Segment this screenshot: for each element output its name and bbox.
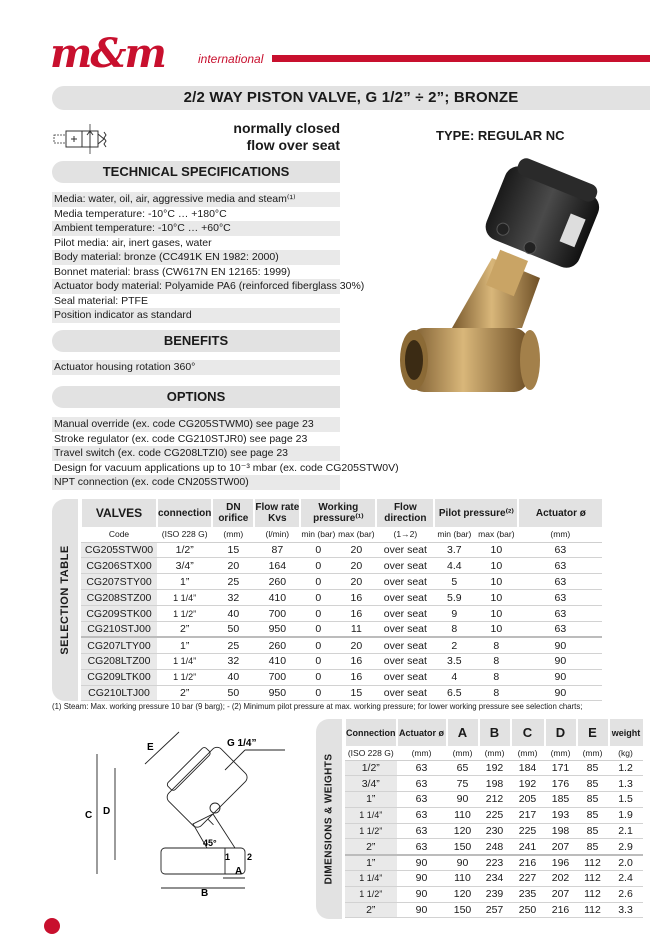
table-cell: 171 bbox=[545, 760, 577, 776]
col-flow-rate: Flow rate Kvs bbox=[254, 499, 300, 527]
spec-item: Actuator body material: Polyamide PA6 (reinforced fiberglass 30%) bbox=[54, 280, 365, 292]
table-cell: 2” bbox=[157, 621, 212, 637]
table-row bbox=[81, 653, 602, 669]
table-cell: 0 bbox=[300, 590, 336, 606]
table-cell: 2” bbox=[157, 685, 212, 701]
table-cell: 16 bbox=[336, 590, 376, 606]
table-cell: 110 bbox=[447, 871, 479, 887]
table-row bbox=[345, 792, 643, 808]
unit-pp-min: min (bar) bbox=[434, 527, 474, 542]
table-cell: 75 bbox=[447, 776, 479, 792]
table-cell: 20 bbox=[336, 574, 376, 590]
table-cell: 112 bbox=[577, 902, 609, 918]
table-cell: 8 bbox=[474, 653, 518, 669]
table-cell: 63 bbox=[397, 823, 447, 839]
dim-col-a: A bbox=[447, 719, 479, 746]
table-cell: 20 bbox=[336, 558, 376, 574]
table-cell: 85 bbox=[577, 839, 609, 855]
table-cell: 0 bbox=[300, 574, 336, 590]
valve-product-image bbox=[392, 158, 622, 420]
dim-connection: 1 1/4” bbox=[345, 807, 397, 823]
table-cell: 90 bbox=[397, 886, 447, 902]
table-cell: 20 bbox=[336, 542, 376, 558]
table-cell: 257 bbox=[479, 902, 511, 918]
benefits-list bbox=[52, 360, 340, 375]
table-cell: 90 bbox=[397, 871, 447, 887]
unit-actuator: (mm) bbox=[518, 527, 602, 542]
table-cell: 90 bbox=[518, 637, 602, 653]
table-cell: 4.4 bbox=[434, 558, 474, 574]
table-cell: 63 bbox=[518, 606, 602, 622]
table-cell: 63 bbox=[397, 776, 447, 792]
table-cell: over seat bbox=[376, 606, 434, 622]
dim-col-e: E bbox=[577, 719, 609, 746]
unit-flow-direction: (1→2) bbox=[376, 527, 434, 542]
table-row bbox=[81, 606, 602, 622]
table-cell: 2.4 bbox=[609, 871, 643, 887]
drawing-label-angle: 45° bbox=[203, 838, 217, 848]
brand-logo bbox=[50, 30, 280, 77]
table-cell: 20 bbox=[336, 637, 376, 653]
table-row bbox=[345, 871, 643, 887]
table-cell: 212 bbox=[479, 792, 511, 808]
table-cell: 8 bbox=[434, 621, 474, 637]
table-cell: over seat bbox=[376, 542, 434, 558]
table-cell: 217 bbox=[511, 807, 545, 823]
table-cell: 248 bbox=[479, 839, 511, 855]
table-cell: 90 bbox=[397, 855, 447, 871]
dim-unit: (kg) bbox=[609, 746, 643, 760]
table-cell: 150 bbox=[447, 902, 479, 918]
drawing-label-port-2: 2 bbox=[247, 852, 253, 862]
table-cell: 85 bbox=[577, 807, 609, 823]
table-cell: 10 bbox=[474, 574, 518, 590]
valve-code: CG207STY00 bbox=[81, 574, 157, 590]
table-cell: 10 bbox=[474, 606, 518, 622]
valve-code: CG205STW00 bbox=[81, 542, 157, 558]
table-cell: 0 bbox=[300, 606, 336, 622]
spec-item: Media temperature: -10°C … +180°C bbox=[52, 207, 340, 222]
col-actuator: Actuator ø bbox=[518, 499, 602, 527]
table-cell: 235 bbox=[511, 886, 545, 902]
dim-connection: 3/4” bbox=[345, 776, 397, 792]
col-dn: DN orifice bbox=[212, 499, 254, 527]
dimensions-label bbox=[316, 719, 342, 919]
table-row bbox=[345, 902, 643, 918]
table-cell: 216 bbox=[511, 855, 545, 871]
table-cell: 198 bbox=[479, 776, 511, 792]
valve-code: CG210LTJ00 bbox=[81, 685, 157, 701]
table-cell: 110 bbox=[447, 807, 479, 823]
table-cell: 216 bbox=[545, 902, 577, 918]
table-cell: 410 bbox=[254, 590, 300, 606]
spec-item: Seal material: PTFE bbox=[52, 294, 340, 309]
table-row bbox=[345, 839, 643, 855]
table-cell: 192 bbox=[511, 776, 545, 792]
table-cell: 85 bbox=[577, 776, 609, 792]
table-cell: 1.9 bbox=[609, 807, 643, 823]
table-cell: 50 bbox=[212, 685, 254, 701]
selection-table bbox=[80, 499, 602, 701]
table-cell: 150 bbox=[447, 839, 479, 855]
dim-unit: (mm) bbox=[479, 746, 511, 760]
table-cell: 8 bbox=[474, 685, 518, 701]
table-cell: 0 bbox=[300, 653, 336, 669]
dim-unit: (mm) bbox=[545, 746, 577, 760]
col-pilot-pressure: Pilot pressure⁽²⁾ bbox=[434, 499, 518, 527]
table-cell: 2 bbox=[434, 637, 474, 653]
table-cell: 207 bbox=[545, 886, 577, 902]
table-cell: 63 bbox=[397, 807, 447, 823]
table-cell: 63 bbox=[518, 590, 602, 606]
table-cell: 112 bbox=[577, 886, 609, 902]
table-cell: 25 bbox=[212, 574, 254, 590]
table-row bbox=[81, 621, 602, 637]
table-cell: 164 bbox=[254, 558, 300, 574]
table-row bbox=[345, 760, 643, 776]
spec-item: Position indicator as standard bbox=[52, 308, 340, 323]
unit-connection: (ISO 228 G) bbox=[157, 527, 212, 542]
table-cell: over seat bbox=[376, 685, 434, 701]
table-cell: 10 bbox=[474, 621, 518, 637]
valve-code: CG209LTK00 bbox=[81, 669, 157, 685]
valve-type: TYPE: REGULAR NC bbox=[436, 128, 565, 143]
table-row bbox=[345, 855, 643, 871]
table-cell: 5 bbox=[434, 574, 474, 590]
table-cell: 223 bbox=[479, 855, 511, 871]
selection-table-note: (1) Steam: Max. working pressure 10 bar (9 barg); - (2) Minimum pilot pressure at max. working pressure; for lower working pressure see selection charts; bbox=[52, 702, 583, 711]
table-row bbox=[81, 542, 602, 558]
table-cell: 11 bbox=[336, 621, 376, 637]
selection-table-section bbox=[52, 499, 650, 701]
valve-function bbox=[180, 120, 340, 154]
table-cell: 260 bbox=[254, 637, 300, 653]
table-cell: 2.6 bbox=[609, 886, 643, 902]
dimensions-section bbox=[316, 719, 650, 919]
options-heading: OPTIONS bbox=[52, 386, 340, 408]
dim-col-d: D bbox=[545, 719, 577, 746]
table-cell: 6.5 bbox=[434, 685, 474, 701]
table-cell: 5.9 bbox=[434, 590, 474, 606]
unit-wp-max: max (bar) bbox=[336, 527, 376, 542]
dimension-drawing bbox=[75, 728, 297, 898]
table-cell: 1/2” bbox=[157, 542, 212, 558]
table-cell: 1 1/4” bbox=[157, 653, 212, 669]
dimensions-table-body bbox=[345, 760, 643, 918]
table-cell: 15 bbox=[212, 542, 254, 558]
drawing-label-d: D bbox=[103, 806, 111, 817]
table-cell: over seat bbox=[376, 621, 434, 637]
unit-code: Code bbox=[81, 527, 157, 542]
spec-item: Bonnet material: brass (CW617N EN 12165: 1999) bbox=[52, 265, 340, 280]
table-row bbox=[81, 685, 602, 701]
drawing-label-c: C bbox=[85, 810, 93, 821]
table-cell: 40 bbox=[212, 606, 254, 622]
unit-pp-max: max (bar) bbox=[474, 527, 518, 542]
table-cell: 63 bbox=[518, 621, 602, 637]
table-cell: 410 bbox=[254, 653, 300, 669]
table-cell: 10 bbox=[474, 590, 518, 606]
selection-table-body bbox=[81, 542, 602, 701]
table-cell: 112 bbox=[577, 855, 609, 871]
table-cell: 63 bbox=[518, 558, 602, 574]
table-cell: 227 bbox=[511, 871, 545, 887]
table-cell: 63 bbox=[518, 574, 602, 590]
dim-col-actuator: Actuator ø bbox=[397, 719, 447, 746]
dimensions-title: DIMENSIONS & WEIGHTS bbox=[323, 753, 335, 885]
table-cell: 1 1/2” bbox=[157, 669, 212, 685]
spec-item: Pilot media: air, inert gases, water bbox=[52, 236, 340, 251]
table-cell: over seat bbox=[376, 590, 434, 606]
drawing-label-e: E bbox=[147, 742, 154, 753]
title-bar bbox=[52, 86, 650, 110]
table-cell: 32 bbox=[212, 653, 254, 669]
dim-connection: 1 1/2” bbox=[345, 823, 397, 839]
table-cell: 10 bbox=[474, 558, 518, 574]
col-working-pressure: Working pressure⁽¹⁾ bbox=[300, 499, 376, 527]
table-cell: 1” bbox=[157, 637, 212, 653]
table-cell: 239 bbox=[479, 886, 511, 902]
table-cell: 184 bbox=[511, 760, 545, 776]
table-row bbox=[345, 807, 643, 823]
valve-code: CG209STK00 bbox=[81, 606, 157, 622]
drawing-label-a: A bbox=[235, 866, 243, 877]
dim-col-c: C bbox=[511, 719, 545, 746]
table-row bbox=[345, 823, 643, 839]
table-cell: 90 bbox=[518, 685, 602, 701]
dim-unit: (mm) bbox=[511, 746, 545, 760]
table-cell: 2.0 bbox=[609, 855, 643, 871]
page-title: 2/2 WAY PISTON VALVE, G 1/2” ÷ 2”; BRONZE bbox=[183, 89, 519, 106]
header-red-bar bbox=[272, 55, 650, 62]
table-cell: 10 bbox=[474, 542, 518, 558]
function-line-1: normally closed bbox=[233, 120, 340, 136]
table-cell: 32 bbox=[212, 590, 254, 606]
table-row bbox=[81, 669, 602, 685]
table-cell: 225 bbox=[479, 807, 511, 823]
spec-item: Body material: bronze (CC491K EN 1982: 2000) bbox=[52, 250, 340, 265]
option-item: Travel switch (ex. code CG208LTZI0) see page 23 bbox=[52, 446, 340, 461]
table-cell: 192 bbox=[479, 760, 511, 776]
table-cell: over seat bbox=[376, 637, 434, 653]
table-row bbox=[345, 776, 643, 792]
table-cell: 0 bbox=[300, 542, 336, 558]
table-cell: 2.1 bbox=[609, 823, 643, 839]
dim-connection: 1/2” bbox=[345, 760, 397, 776]
dimensions-table bbox=[344, 719, 643, 918]
valve-code: CG208STZ00 bbox=[81, 590, 157, 606]
drawing-label-b: B bbox=[201, 888, 209, 899]
table-cell: 63 bbox=[397, 760, 447, 776]
table-cell: 260 bbox=[254, 574, 300, 590]
table-cell: 1.2 bbox=[609, 760, 643, 776]
drawing-label-port-1: 1 bbox=[225, 852, 231, 862]
valve-code: CG208LTZ00 bbox=[81, 653, 157, 669]
table-cell: 16 bbox=[336, 653, 376, 669]
benefits-heading: BENEFITS bbox=[52, 330, 340, 352]
table-cell: 63 bbox=[518, 542, 602, 558]
unit-flow-rate: (l/min) bbox=[254, 527, 300, 542]
table-cell: 3/4” bbox=[157, 558, 212, 574]
table-cell: 1” bbox=[157, 574, 212, 590]
table-cell: 0 bbox=[300, 621, 336, 637]
table-cell: 176 bbox=[545, 776, 577, 792]
table-cell: 87 bbox=[254, 542, 300, 558]
table-cell: over seat bbox=[376, 574, 434, 590]
function-line-2: flow over seat bbox=[246, 137, 340, 153]
table-cell: 230 bbox=[479, 823, 511, 839]
table-cell: 90 bbox=[518, 669, 602, 685]
table-cell: 90 bbox=[447, 792, 479, 808]
table-cell: 16 bbox=[336, 669, 376, 685]
tech-specs-list bbox=[52, 192, 365, 323]
table-cell: 241 bbox=[511, 839, 545, 855]
col-connection: connection bbox=[157, 499, 212, 527]
valve-code: CG207LTY00 bbox=[81, 637, 157, 653]
dim-connection: 1 1/2” bbox=[345, 886, 397, 902]
table-cell: 4 bbox=[434, 669, 474, 685]
table-row bbox=[81, 558, 602, 574]
page-marker bbox=[44, 918, 60, 934]
table-cell: 9 bbox=[434, 606, 474, 622]
table-row bbox=[345, 886, 643, 902]
tech-specs-heading: TECHNICAL SPECIFICATIONS bbox=[52, 161, 340, 183]
table-cell: 700 bbox=[254, 669, 300, 685]
table-cell: 234 bbox=[479, 871, 511, 887]
dim-unit: (mm) bbox=[397, 746, 447, 760]
table-cell: 0 bbox=[300, 637, 336, 653]
table-cell: 700 bbox=[254, 606, 300, 622]
dim-col-b: B bbox=[479, 719, 511, 746]
table-cell: 1.3 bbox=[609, 776, 643, 792]
table-cell: 185 bbox=[545, 792, 577, 808]
table-cell: 90 bbox=[447, 855, 479, 871]
table-cell: 63 bbox=[397, 792, 447, 808]
table-cell: 250 bbox=[511, 902, 545, 918]
table-row bbox=[81, 637, 602, 653]
valve-code: CG210STJ00 bbox=[81, 621, 157, 637]
unit-dn: (mm) bbox=[212, 527, 254, 542]
option-item: Stroke regulator (ex. code CG210STJR0) see page 23 bbox=[52, 432, 340, 447]
table-cell: 205 bbox=[511, 792, 545, 808]
table-cell: 8 bbox=[474, 669, 518, 685]
option-item: NPT connection (ex. code CN205STW00) bbox=[52, 475, 340, 490]
table-cell: 120 bbox=[447, 886, 479, 902]
spec-item: Ambient temperature: -10°C … +60°C bbox=[52, 221, 340, 236]
brand-logo-suffix: international bbox=[198, 52, 264, 66]
table-cell: 193 bbox=[545, 807, 577, 823]
table-cell: 3.3 bbox=[609, 902, 643, 918]
col-flow-direction: Flow direction bbox=[376, 499, 434, 527]
table-cell: 85 bbox=[577, 792, 609, 808]
table-cell: 20 bbox=[212, 558, 254, 574]
dim-connection: 2” bbox=[345, 902, 397, 918]
table-cell: 207 bbox=[545, 839, 577, 855]
dim-unit: (mm) bbox=[447, 746, 479, 760]
options-list bbox=[52, 417, 399, 490]
table-cell: 3.5 bbox=[434, 653, 474, 669]
table-cell: 85 bbox=[577, 760, 609, 776]
option-item: Manual override (ex. code CG205STWM0) see page 23 bbox=[52, 417, 340, 432]
table-cell: over seat bbox=[376, 558, 434, 574]
drawing-label-g14: G 1/4” bbox=[227, 738, 257, 749]
table-cell: 1 1/4” bbox=[157, 590, 212, 606]
dim-connection: 1 1/4” bbox=[345, 871, 397, 887]
table-cell: 0 bbox=[300, 558, 336, 574]
table-cell: 112 bbox=[577, 871, 609, 887]
dim-unit: (ISO 228 G) bbox=[345, 746, 397, 760]
table-cell: 198 bbox=[545, 823, 577, 839]
table-cell: 65 bbox=[447, 760, 479, 776]
table-cell: 120 bbox=[447, 823, 479, 839]
table-cell: over seat bbox=[376, 669, 434, 685]
table-cell: 16 bbox=[336, 606, 376, 622]
table-cell: 3.7 bbox=[434, 542, 474, 558]
dim-unit: (mm) bbox=[577, 746, 609, 760]
dim-col-connection: Connection bbox=[345, 719, 397, 746]
table-row bbox=[81, 574, 602, 590]
benefit-item: Actuator housing rotation 360° bbox=[52, 360, 340, 375]
valve-symbol-icon bbox=[52, 122, 122, 156]
table-cell: 40 bbox=[212, 669, 254, 685]
col-valves: VALVES bbox=[81, 499, 157, 527]
dim-connection: 2” bbox=[345, 839, 397, 855]
table-cell: 63 bbox=[397, 839, 447, 855]
table-cell: 0 bbox=[300, 669, 336, 685]
option-item: Design for vacuum applications up to 10⁻³ mbar (ex. code CG205STW0V) bbox=[54, 461, 399, 474]
table-cell: 0 bbox=[300, 685, 336, 701]
dim-connection: 1” bbox=[345, 855, 397, 871]
table-cell: 2.9 bbox=[609, 839, 643, 855]
table-cell: 950 bbox=[254, 621, 300, 637]
brand-logo-mark: m&m bbox=[50, 30, 165, 77]
table-cell: 196 bbox=[545, 855, 577, 871]
table-cell: over seat bbox=[376, 653, 434, 669]
table-cell: 85 bbox=[577, 823, 609, 839]
table-cell: 90 bbox=[397, 902, 447, 918]
spec-item: Media: water, oil, air, aggressive media and steam⁽¹⁾ bbox=[52, 192, 340, 207]
table-cell: 8 bbox=[474, 637, 518, 653]
table-cell: 15 bbox=[336, 685, 376, 701]
table-cell: 50 bbox=[212, 621, 254, 637]
valve-code: CG206STX00 bbox=[81, 558, 157, 574]
table-cell: 90 bbox=[518, 653, 602, 669]
selection-table-label bbox=[52, 499, 78, 701]
table-row bbox=[81, 590, 602, 606]
table-cell: 1.5 bbox=[609, 792, 643, 808]
table-cell: 1 1/2” bbox=[157, 606, 212, 622]
table-cell: 225 bbox=[511, 823, 545, 839]
table-cell: 202 bbox=[545, 871, 577, 887]
table-cell: 25 bbox=[212, 637, 254, 653]
selection-table-title: SELECTION TABLE bbox=[59, 545, 71, 655]
unit-wp-min: min (bar) bbox=[300, 527, 336, 542]
table-cell: 950 bbox=[254, 685, 300, 701]
dim-col-weight: weight bbox=[609, 719, 643, 746]
dim-connection: 1” bbox=[345, 792, 397, 808]
